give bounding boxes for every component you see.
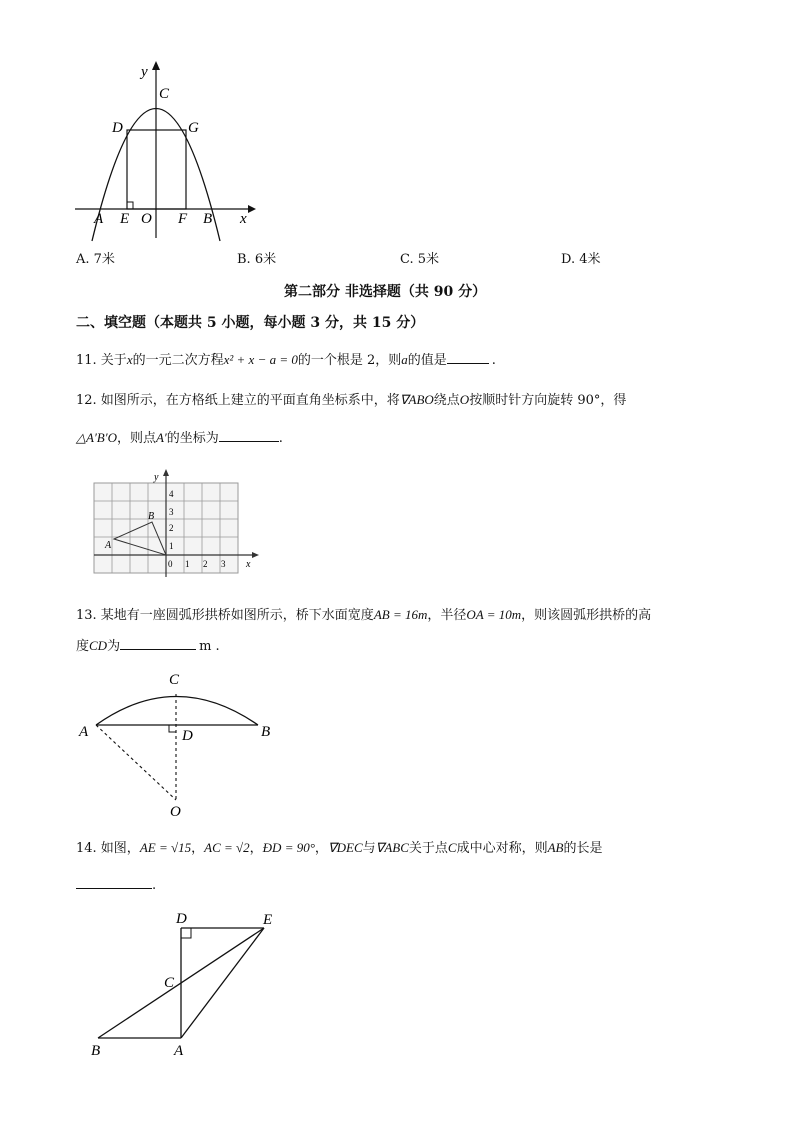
grid-x-arrow — [252, 552, 259, 558]
label-G: G — [188, 120, 199, 136]
q12-line2b: 的坐标为 — [166, 431, 219, 446]
arch-label-C: C — [169, 672, 180, 688]
q12-tri1: ∇ABO — [399, 392, 434, 407]
xtick-1: 1 — [185, 559, 190, 569]
q12-line2a: ，则点 — [116, 431, 156, 446]
ytick-2: 2 — [169, 523, 174, 533]
q12-A: A′ — [155, 430, 167, 445]
q12-line1b: 绕点 — [433, 393, 460, 408]
q14-yu: 与 — [362, 841, 376, 856]
q13-line1b: ，半径 — [427, 608, 467, 623]
q14-sep3: ， — [314, 841, 328, 856]
q14-ae: AE = √15 — [139, 840, 192, 855]
grid-label-A: A — [105, 540, 112, 551]
grid-figure — [92, 467, 262, 579]
tri-label-E: E — [263, 912, 273, 928]
right-angle-mark — [127, 202, 133, 209]
q11-text2: 的一个根是 2，则 — [297, 353, 402, 368]
ytick-4: 4 — [169, 489, 174, 499]
xtick-3: 3 — [221, 559, 226, 569]
choice-a: A. 7米 — [76, 252, 115, 267]
q12-line1c: 按顺时针方向旋转 90°，得 — [469, 393, 627, 408]
tri-label-B: B — [91, 1043, 101, 1059]
arch-curve — [96, 697, 258, 726]
tri-label-A: A — [174, 1043, 184, 1059]
q14-sep2: ， — [249, 841, 263, 856]
segment-AO — [96, 725, 176, 800]
q14-AB: AB — [547, 840, 564, 855]
q14-line1d: 的长是 — [563, 841, 603, 856]
label-B: B — [203, 211, 213, 227]
label-y: y — [141, 64, 148, 80]
xtick-2: 2 — [203, 559, 208, 569]
q13-unit: m . — [199, 639, 220, 654]
arch-label-B: B — [261, 724, 271, 740]
q13-line2b: 为 — [107, 639, 121, 654]
grid-label-y: y — [154, 472, 159, 483]
q11-text3: 的值是 — [407, 353, 447, 368]
choice-b: B. 6米 — [237, 252, 277, 267]
tri-label-C: C — [164, 975, 175, 991]
q14-abc: ∇ABC — [375, 840, 409, 855]
q12-O: O — [459, 392, 470, 407]
q12-line1a: 12. 如图所示，在方格纸上建立的平面直角坐标系中，将 — [76, 393, 400, 408]
label-D: D — [112, 120, 123, 136]
ytick-1: 1 — [169, 541, 174, 551]
label-C: C — [159, 86, 170, 102]
grid-label-B: B — [148, 511, 155, 522]
q11-a: a — [401, 352, 408, 367]
xtick-0: 0 — [168, 559, 173, 569]
arch-label-A: A — [79, 724, 89, 740]
q11-end: . — [491, 353, 496, 368]
q14-dec: ∇DEC — [327, 840, 363, 855]
q13-ab: AB = 16m — [373, 607, 428, 622]
q13-cd: CD — [89, 638, 108, 653]
question-12-line2 — [76, 429, 283, 447]
grid-label-x: x — [246, 559, 251, 570]
right-angle-mark — [181, 928, 191, 938]
question-14-line2 — [76, 876, 156, 894]
q13-line2a: 度 — [76, 639, 90, 654]
segment-AE — [181, 928, 264, 1038]
section2-title: 二、填空题（本题共 5 小题，每小题 3 分，共 15 分） — [76, 315, 425, 331]
q14-line1a: 14. 如图， — [76, 841, 140, 856]
q13-line1a: 13. 某地有一座圆弧形拱桥如图所示，桥下水面宽度 — [76, 608, 374, 623]
label-F: F — [178, 211, 188, 227]
question-11 — [76, 351, 496, 369]
q14-angle: ÐD = 90° — [262, 840, 315, 855]
x-axis-arrow — [248, 205, 256, 213]
q11-text1: 的一元二次方程 — [132, 353, 224, 368]
y-axis-arrow — [152, 61, 160, 70]
triangles-figure — [88, 907, 288, 1059]
arch-label-D: D — [182, 728, 193, 744]
q14-C: C — [447, 840, 457, 855]
q12-answer-blank[interactable] — [219, 429, 279, 442]
part2-title: 第二部分 非选择题（共 90 分） — [284, 284, 487, 300]
q12-tri2: △A′B′O — [76, 430, 117, 445]
q13-line1c: ，则该圆弧形拱桥的高 — [521, 608, 652, 623]
q13-oa: OA = 10m — [466, 607, 522, 622]
q11-equation: x² + x − a = 0 — [223, 352, 298, 367]
label-A: A — [94, 211, 104, 227]
q14-line1c: 成中心对称，则 — [456, 841, 548, 856]
tri-label-D: D — [176, 911, 187, 927]
question-12-line1 — [76, 392, 626, 409]
parabola-figure — [70, 58, 260, 248]
right-angle-mark — [169, 725, 176, 732]
q14-line1b: 关于点 — [408, 841, 448, 856]
q14-answer-blank[interactable] — [76, 876, 152, 889]
q14-sep1: ， — [191, 841, 205, 856]
question-13-line2 — [76, 637, 220, 655]
label-O: O — [141, 211, 152, 227]
ytick-3: 3 — [169, 507, 174, 517]
choice-d: D. 4米 — [561, 252, 601, 267]
q13-answer-blank[interactable] — [120, 637, 196, 650]
choice-c: C. 5米 — [400, 252, 440, 267]
label-E: E — [120, 211, 130, 227]
q14-ac: AC = √2 — [204, 840, 250, 855]
arch-figure — [76, 668, 276, 820]
q11-num: 11. 关于 — [76, 353, 127, 368]
question-13-line1 — [76, 607, 651, 624]
q14-end: . — [152, 878, 157, 893]
q11-answer-blank[interactable] — [447, 351, 489, 364]
label-x: x — [240, 211, 247, 227]
question-14-line1 — [76, 840, 603, 857]
q11-x: x — [126, 352, 133, 367]
q12-end: . — [278, 431, 283, 446]
arch-label-O: O — [170, 804, 181, 820]
grid-y-arrow — [163, 469, 169, 476]
